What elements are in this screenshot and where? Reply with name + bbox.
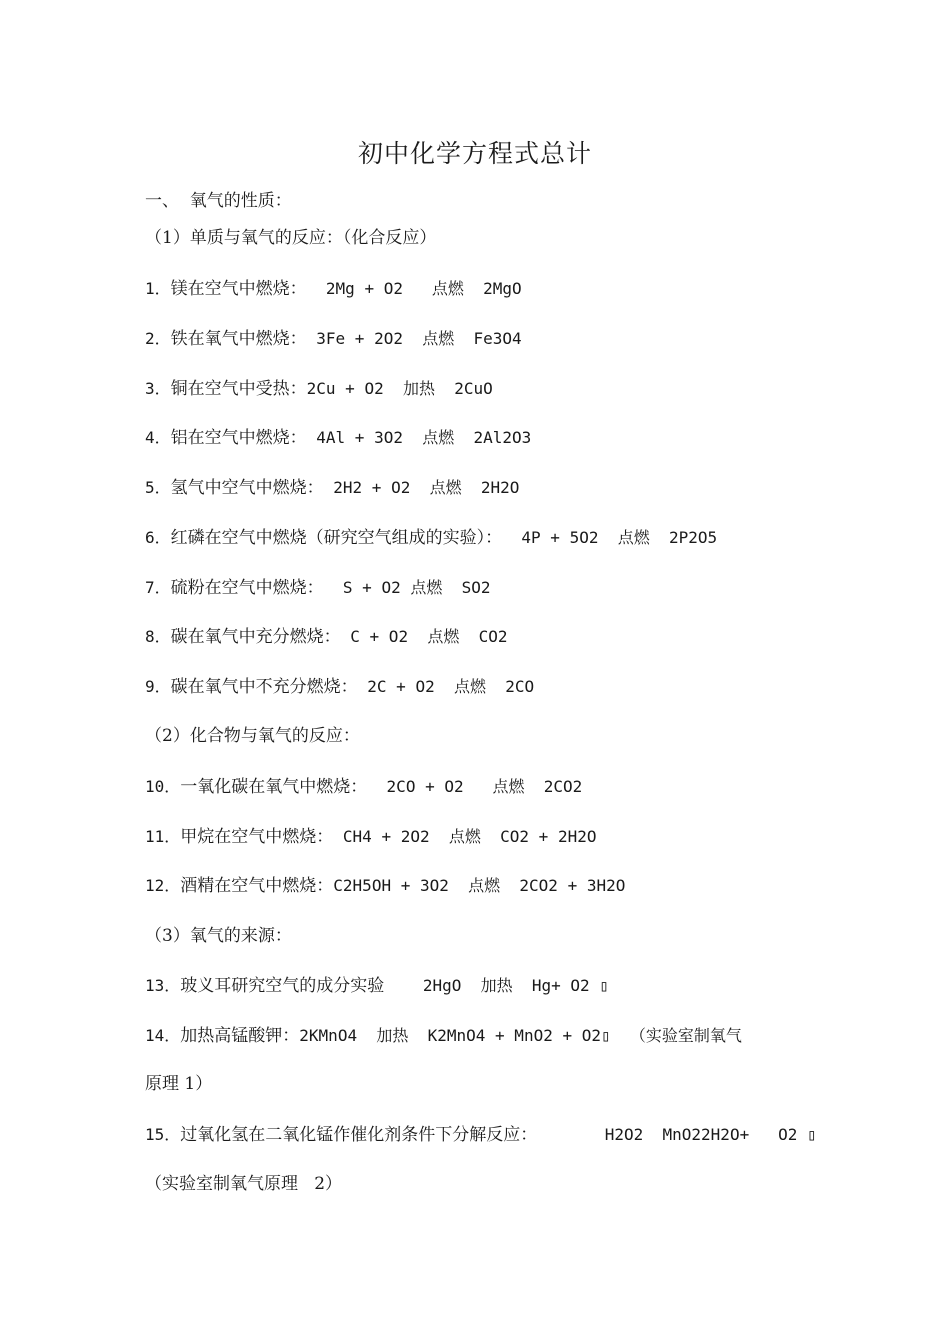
item-number: 11． bbox=[145, 827, 181, 846]
item-equation: 2Mg + O2 点燃 2MgO bbox=[306, 279, 522, 298]
equation-line bbox=[145, 626, 508, 648]
item-text: 氢气中空气中燃烧： bbox=[170, 478, 324, 498]
item-text: 原理 1） bbox=[145, 1074, 213, 1094]
item-equation: 2KMnO4 加热 K2MnO4 + MnO2 + O2▯ （实验室制氧气 bbox=[299, 1026, 742, 1045]
item-equation: C + O2 点燃 CO2 bbox=[340, 627, 508, 646]
item-number: 5． bbox=[145, 478, 171, 497]
item-number: 9． bbox=[145, 677, 171, 696]
item-number: 15． bbox=[145, 1125, 181, 1144]
item-text: 硫粉在空气中燃烧： bbox=[170, 578, 324, 598]
equation-line bbox=[145, 477, 519, 499]
subsection-heading: （1）单质与氧气的反应：（化合反应） bbox=[145, 228, 437, 248]
equation-line bbox=[145, 427, 531, 449]
item-text: 镁在空气中燃烧： bbox=[170, 279, 307, 299]
equation-line-continued bbox=[145, 1173, 342, 1195]
equation-line-continued bbox=[145, 1073, 212, 1095]
item-equation: 4Al + 3O2 点燃 2Al2O3 bbox=[306, 428, 532, 447]
item-number: 4． bbox=[145, 428, 171, 447]
equation-line bbox=[145, 826, 596, 848]
item-equation: 4P + 5O2 点燃 2P2O5 bbox=[502, 528, 718, 547]
item-equation: C2H5OH + 3O2 点燃 2CO2 + 3H2O bbox=[333, 876, 626, 895]
item-number: 13． bbox=[145, 976, 181, 995]
item-number: 3． bbox=[145, 379, 171, 398]
item-number: 10． bbox=[145, 777, 181, 796]
item-text: 酒精在空气中燃烧： bbox=[180, 876, 334, 896]
equation-line bbox=[145, 527, 717, 549]
equation-line bbox=[145, 328, 522, 350]
document-title: 初中化学方程式总计 bbox=[357, 139, 592, 168]
item-equation: 2H2 + O2 点燃 2H2O bbox=[323, 478, 520, 497]
item-number: 8． bbox=[145, 627, 171, 646]
item-text: 铁在氧气中燃烧： bbox=[170, 329, 307, 349]
item-number: 7． bbox=[145, 578, 171, 597]
item-equation: H2O2 MnO22H2O+ O2 ▯ bbox=[537, 1125, 817, 1144]
item-equation: CH4 + 2O2 点燃 CO2 + 2H2O bbox=[333, 827, 597, 846]
item-number: 6． bbox=[145, 528, 171, 547]
equation-line bbox=[145, 378, 493, 400]
item-text: 碳在氧气中不充分燃烧： bbox=[170, 677, 358, 697]
item-text: 碳在氧气中充分燃烧： bbox=[170, 627, 341, 647]
equation-line bbox=[145, 776, 582, 798]
item-equation: 2C + O2 点燃 2CO bbox=[357, 677, 535, 696]
item-equation: 3Fe + 2O2 点燃 Fe3O4 bbox=[306, 329, 522, 348]
item-text: （实验室制氧气原理 2） bbox=[145, 1174, 343, 1194]
subsection-heading: （3）氧气的来源： bbox=[145, 926, 292, 946]
item-text: 铜在空气中受热： bbox=[170, 379, 307, 399]
subsection-heading: （2）化合物与氧气的反应： bbox=[145, 726, 360, 746]
item-text: 过氧化氢在二氧化锰作催化剂条件下分解反应： bbox=[180, 1125, 538, 1145]
item-text: 加热高锰酸钾： bbox=[180, 1026, 300, 1046]
equation-line bbox=[145, 975, 609, 997]
item-number: 1． bbox=[145, 279, 171, 298]
item-equation: 2Cu + O2 加热 2CuO bbox=[306, 379, 493, 398]
section-heading: 一、 氧气的性质： bbox=[145, 191, 292, 211]
equation-line bbox=[145, 1025, 742, 1047]
item-number: 2． bbox=[145, 329, 171, 348]
item-equation: S + O2 点燃 SO2 bbox=[323, 578, 491, 597]
item-equation: 2CO + O2 点燃 2CO2 bbox=[367, 777, 583, 796]
item-number: 12． bbox=[145, 876, 181, 895]
item-text: 红磷在空气中燃烧（研究空气组成的实验）： bbox=[170, 528, 503, 548]
equation-line bbox=[145, 577, 491, 599]
item-text: 铝在空气中燃烧： bbox=[170, 428, 307, 448]
item-number: 14． bbox=[145, 1026, 181, 1045]
item-text: 甲烷在空气中燃烧： bbox=[180, 827, 334, 847]
equation-line bbox=[145, 278, 522, 300]
item-equation: 2HgO 加热 Hg+ O2 ▯ bbox=[384, 976, 609, 995]
equation-line bbox=[145, 676, 534, 698]
equation-line bbox=[145, 875, 625, 897]
item-text: 一氧化碳在氧气中燃烧： bbox=[180, 777, 368, 797]
equation-line bbox=[145, 1124, 817, 1146]
item-text: 玻义耳研究空气的成分实验 bbox=[180, 976, 385, 996]
